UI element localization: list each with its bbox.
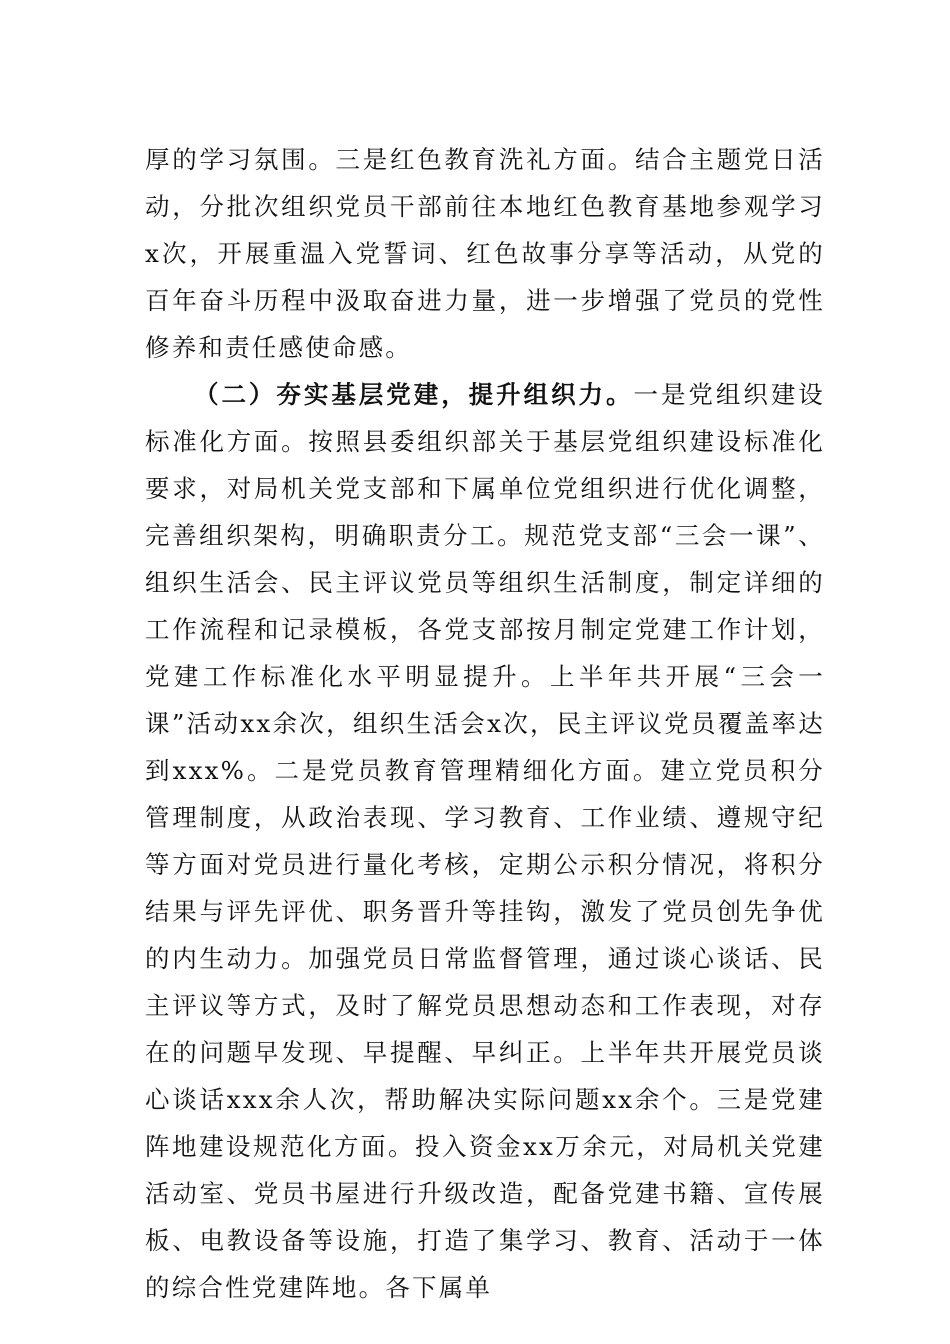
- paragraph-grassroots-text: 一是党组织建设标准化方面。按照县委组织部关于基层党组织建设标准化要求，对局机关党支部和下属单位党组织进行优化调整，完善组织架构，明确职责分工。规范党支部“三会一课”、组织生活会、民主评议党员等组织生活制度，制定详细的工作流程和记录模板，各党支部按月制定党建工作计划，党建工作标准化水平明显提升。上半年共开展“三会一课”活动xx余次，组织生活会x次，民主评议党员覆盖率达到xxx%。二是党员教育管理精细化方面。建立党员积分管理制度，从政治表现、学习教育、工作业绩、遵规守纪等方面对党员进行量化考核，定期公示积分情况，将积分结果与评先评优、职务晋升等挂钩，激发了党员创先争优的内生动力。加强党员日常监督管理，通过谈心谈话、民主评议等方式，及时了解党员思想动态和工作表现，对存在的问题早发现、早提醒、早纠正。上半年共开展党员谈心谈话xxx余人次，帮助解决实际问题xx余个。三是党建阵地建设规范化方面。投入资金xx万余元，对局机关党建活动室、党员书屋进行升级改造，配备党建书籍、宣传展板、电教设备等设施，打造了集学习、教育、活动于一体的综合性党建阵地。各下属单: [145, 380, 825, 1302]
- paragraph-red-education: [145, 136, 825, 371]
- document-body: [145, 136, 825, 1311]
- section-heading-grassroots: （二）夯实基层党建，提升组织力。: [194, 380, 634, 409]
- paragraph-grassroots-party-building: [145, 371, 825, 1311]
- paragraph-red-education-text: 厚的学习氛围。三是红色教育洗礼方面。结合主题党日活动，分批次组织党员干部前往本地红色教育基地参观学习x次，开展重温入党誓词、红色故事分享等活动，从党的百年奋斗历程中汲取奋进力量，进一步增强了党员的党性修养和责任感使命感。: [145, 145, 825, 362]
